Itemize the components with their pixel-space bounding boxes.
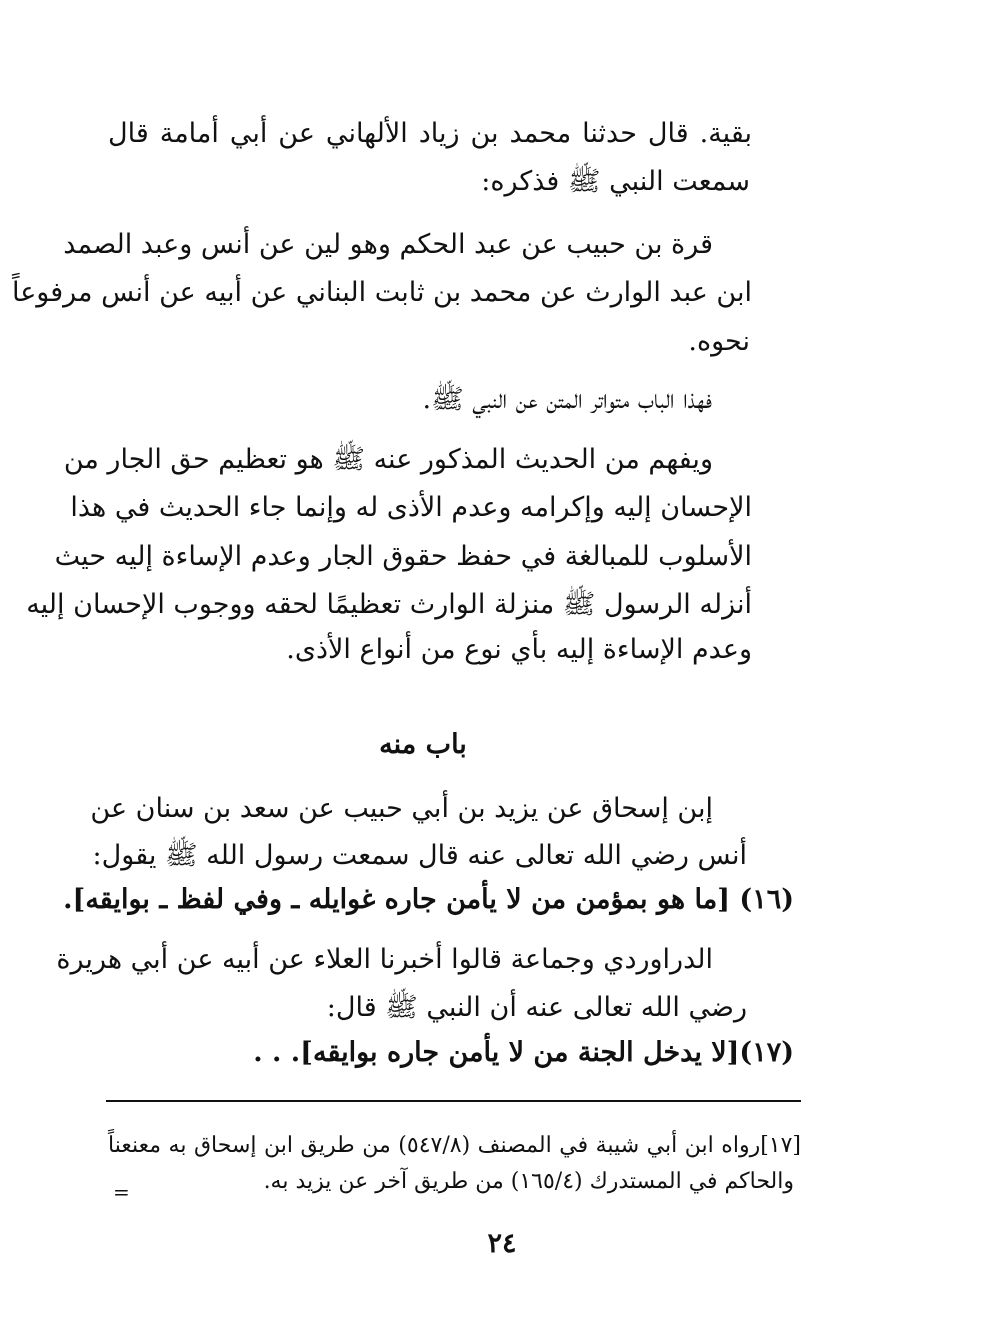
hadith-17: (١٧)[لا يدخل الجنة من لا يأمن جاره بوايقه]. . . xyxy=(253,1037,794,1068)
text-line-9: الأسلوب للمبالغة في حفظ حقوق الجار وعدم الإساءة إليه حيث xyxy=(54,541,752,572)
text-line-1: بقية. قال حدثنا محمد بن زياد الألهاني عن أبي أمامة قال xyxy=(108,118,752,149)
section-line-2: أنس رضي الله تعالى عنه قال سمعت رسول الله ﷺ يقول: xyxy=(92,840,747,871)
text-line-3: قرة بن حبيب عن عبد الحكم وهو لين عن أنس وعبد الصمد xyxy=(63,229,713,260)
hadith-16: (١٦) [ما هو بمؤمن من لا يأمن جاره غوايله ـ وفي لفظ ـ بوايقه]. xyxy=(63,884,794,915)
section-line-1: إبن إسحاق عن يزيد بن أبي حبيب عن سعد بن سنان عن xyxy=(90,793,713,824)
section-line-4: الدراوردي وجماعة قالوا أخبرنا العلاء عن أبيه عن أبي هريرة xyxy=(56,944,713,975)
text-line-7: ويفهم من الحديث المذكور عنه ﷺ هو تعظيم حق الجار من xyxy=(63,444,713,475)
text-line-4: ابن عبد الوارث عن محمد بن ثابت البناني عن أبيه عن أنس مرفوعاً xyxy=(11,277,752,308)
continuation-mark: = xyxy=(113,1180,130,1204)
text-line-2: سمعت النبي ﷺ فذكره: xyxy=(481,166,750,197)
text-line-5: نحوه. xyxy=(688,326,750,357)
section-heading: باب منه xyxy=(379,729,467,760)
page-number: ٢٤ xyxy=(487,1228,517,1259)
text-line-8: الإحسان إليه وإكرامه وعدم الأذى له وإنما جاء الحديث في هذا xyxy=(70,492,752,523)
text-line-10: أنزله الرسول ﷺ منزلة الوارث تعظيمًا لحقه ووجوب الإحسان إليه xyxy=(26,589,752,620)
footnote-2: والحاكم في المستدرك (١٦٥/٤) من طريق آخر عن يزيد به. xyxy=(263,1169,794,1194)
text-line-11: وعدم الإساءة إليه بأي نوع من أنواع الأذى. xyxy=(286,634,752,665)
text-line-6: فهذا الباب متواتر المتن عن النبي ﷺ. xyxy=(422,384,712,415)
section-line-5: رضي الله تعالى عنه أن النبي ﷺ قال: xyxy=(326,992,747,1023)
footnote-1: [١٧]رواه ابن أبي شيبة في المصنف (٥٤٧/٨) من طريق ابن إسحاق به معنعناً xyxy=(108,1133,802,1158)
footnote-separator xyxy=(106,1100,801,1102)
